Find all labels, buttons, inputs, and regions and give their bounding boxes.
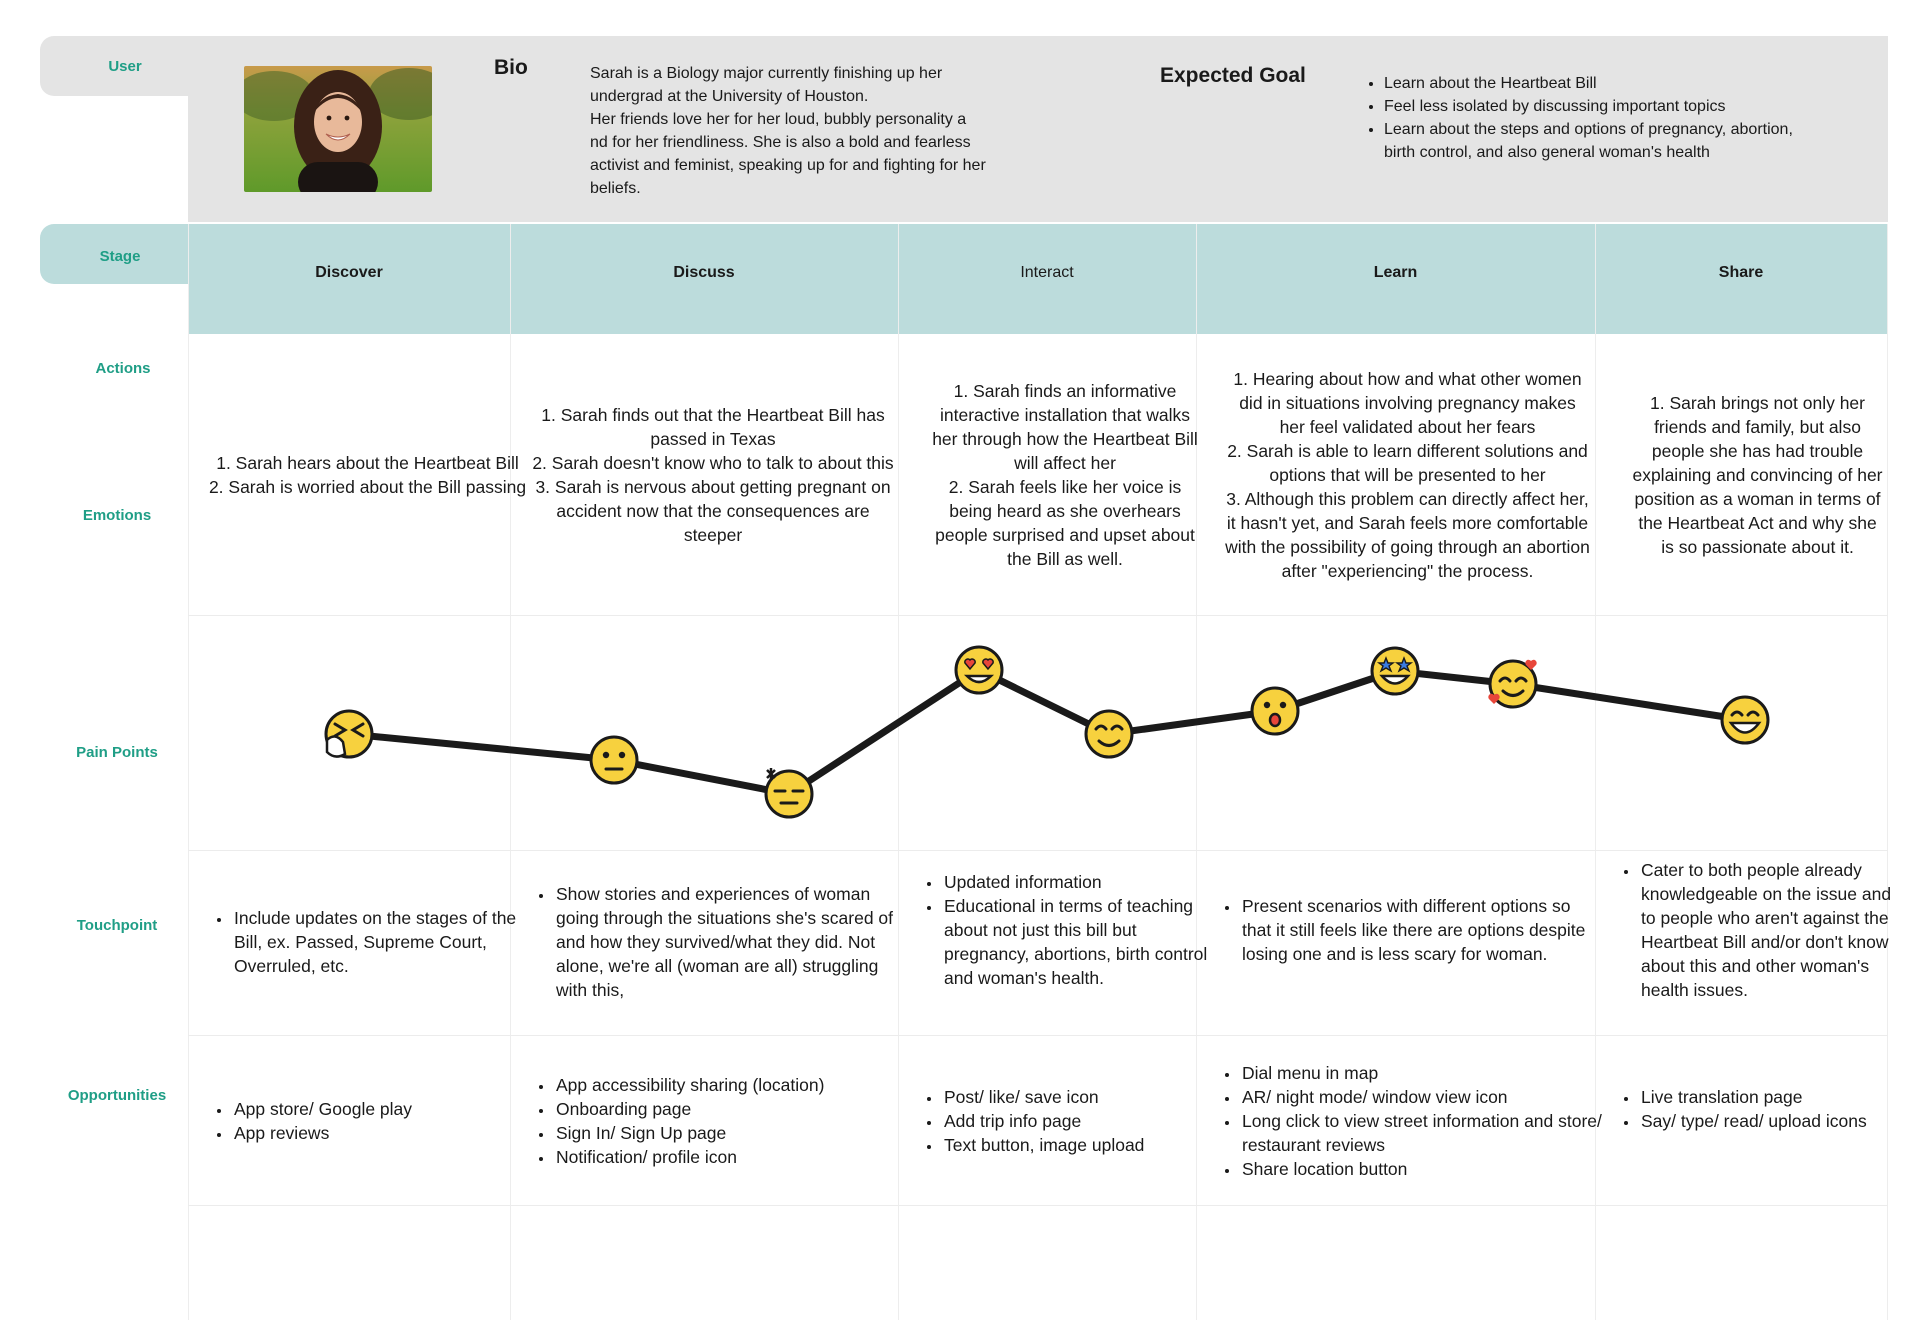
bio-text: Sarah is a Biology major currently finishing up her undergrad at the University of Houston. Her friends love her for her loud, bubbly personality a nd for her friendliness. She is also a bold and fearless activist and feminist, speaking up for and fighting for her beliefs. bbox=[590, 65, 986, 197]
row-divider bbox=[188, 1205, 1888, 1206]
touchpoint-list-discuss bbox=[532, 882, 914, 1002]
opportunity-item: • Sign In/ Sign Up page bbox=[554, 1121, 914, 1145]
stage-header-discover: Discover bbox=[315, 264, 383, 281]
goal-item: • Learn about the Heartbeat Bill bbox=[1384, 72, 1804, 95]
goal-item: • Learn about the steps and options of pregnancy, abortion, birth control, and also general woman's health bbox=[1384, 118, 1804, 164]
smiling-woman-photo bbox=[244, 66, 432, 192]
actions-cell-share bbox=[1630, 336, 1885, 614]
stage-header-share: Share bbox=[1718, 264, 1764, 281]
row-label-emotions: Emotions bbox=[82, 507, 152, 524]
expected-goal-list bbox=[1362, 72, 1804, 164]
actions-cell-discuss bbox=[528, 336, 898, 614]
stage-header-interact: Interact bbox=[1020, 264, 1074, 281]
opportunity-list-discuss bbox=[532, 1073, 914, 1169]
opportunity-item: • App reviews bbox=[232, 1121, 527, 1145]
opportunity-item: • Say/ type/ read/ upload icons bbox=[1639, 1109, 1907, 1133]
action-item: 3. Although this problem can directly affect her, it hasn't yet, and Sarah feels more comfortable with the possibility of going through an abortion after "experiencing" the process. bbox=[1225, 489, 1590, 581]
touchpoint-list-discover bbox=[210, 906, 527, 978]
row-label-actions: Actions bbox=[95, 360, 151, 377]
opportunity-item: • Share location button bbox=[1240, 1157, 1610, 1181]
opportunity-item: • Onboarding page bbox=[554, 1097, 914, 1121]
heart-eyes-face-icon bbox=[956, 647, 1002, 693]
opportunity-item: • Post/ like/ save icon bbox=[942, 1085, 1214, 1109]
opportunity-item: • App accessibility sharing (location) bbox=[554, 1073, 914, 1097]
touchpoint-list-share bbox=[1617, 858, 1907, 1002]
action-item: 2. Sarah is worried about the Bill passing bbox=[208, 477, 527, 497]
stage-header-discuss: Discuss bbox=[673, 264, 735, 281]
smiling-face-with-hearts-icon bbox=[1488, 660, 1536, 707]
surprised-face-icon bbox=[1252, 688, 1298, 734]
frustrated-face-icon bbox=[766, 768, 812, 817]
action-item: 1. Hearing about how and what other women did in situations involving pregnancy makes her feel validated about her fears bbox=[1233, 369, 1582, 437]
opportunity-list-share bbox=[1617, 1085, 1907, 1133]
opportunity-item: • Long click to view street information and store/ restaurant reviews bbox=[1240, 1109, 1610, 1157]
emotion-curve-chart bbox=[188, 616, 1888, 850]
stage-header-learn: Learn bbox=[1373, 264, 1418, 281]
row-label-user: User bbox=[108, 58, 142, 75]
row-label-pain-points: Pain Points bbox=[76, 744, 158, 761]
opportunity-item: • Text button, image upload bbox=[942, 1133, 1214, 1157]
goal-item: • Feel less isolated by discussing important topics bbox=[1384, 95, 1804, 118]
touchpoint-item: • Cater to both people already knowledgeable on the issue and to people who aren't against the Heartbeat Bill and/or don't know about this and other woman's health issues. bbox=[1639, 858, 1907, 1002]
row-divider bbox=[188, 850, 1888, 851]
touchpoint-item: • Updated information bbox=[942, 870, 1214, 894]
actions-cell-discover bbox=[200, 336, 535, 614]
bio-title: Bio bbox=[494, 56, 528, 79]
opportunity-item: • Dial menu in map bbox=[1240, 1061, 1610, 1085]
touchpoint-item: • Include updates on the stages of the Bill, ex. Passed, Supreme Court, Overruled, etc. bbox=[232, 906, 527, 978]
actions-cell-interact bbox=[930, 336, 1200, 614]
opportunity-item: • AR/ night mode/ window view icon bbox=[1240, 1085, 1610, 1109]
row-label-opportunities: Opportunities bbox=[67, 1087, 167, 1104]
action-item: 3. Sarah is nervous about getting pregnant on accident now that the consequences are steeper bbox=[535, 477, 891, 545]
opportunity-item: • Notification/ profile icon bbox=[554, 1145, 914, 1169]
row-label-touchpoint: Touchpoint bbox=[76, 917, 158, 934]
touchpoint-list-interact bbox=[920, 870, 1214, 990]
action-item: 2. Sarah feels like her voice is being heard as she overhears people surprised and upset about the Bill as well. bbox=[935, 477, 1195, 569]
touchpoint-list-learn bbox=[1218, 894, 1602, 966]
actions-cell-learn bbox=[1225, 336, 1590, 614]
sneezing-face-icon bbox=[326, 711, 372, 757]
row-divider bbox=[188, 1035, 1888, 1036]
touchpoint-item: • Present scenarios with different options so that it still feels like there are options despite losing one and is less scary for woman. bbox=[1240, 894, 1602, 966]
action-item: 1. Sarah brings not only her friends and family, but also people she has had trouble explaining and convincing of her position as a woman in terms of the Heartbeat Act and why she is so passionate about it. bbox=[1632, 393, 1883, 557]
touchpoint-item: • Show stories and experiences of woman going through the situations she's scared of and how they survived/what they did. Not alone, we're all (woman are all) struggling with this, bbox=[554, 882, 914, 1002]
action-item: 1. Sarah hears about the Heartbeat Bill bbox=[216, 453, 519, 473]
action-item: 1. Sarah finds out that the Heartbeat Bill has passed in Texas bbox=[541, 405, 885, 449]
opportunity-list-discover bbox=[210, 1097, 527, 1145]
smiling-face-icon bbox=[1086, 711, 1132, 757]
action-item: 2. Sarah doesn't know who to talk to about this bbox=[532, 453, 894, 473]
expected-goal-title: Expected Goal bbox=[1160, 64, 1306, 87]
opportunity-item: • Live translation page bbox=[1639, 1085, 1907, 1109]
opportunity-list-interact bbox=[920, 1085, 1214, 1157]
action-item: 1. Sarah finds an informative interactive installation that walks her through how the Heartbeat Bill will affect her bbox=[932, 381, 1198, 473]
opportunity-item: • App store/ Google play bbox=[232, 1097, 527, 1121]
opportunity-list-learn bbox=[1218, 1061, 1610, 1181]
action-item: 2. Sarah is able to learn different solutions and options that will be presented to her bbox=[1227, 441, 1588, 485]
neutral-face-icon bbox=[591, 737, 637, 783]
grinning-face-icon bbox=[1722, 697, 1768, 743]
star-struck-face-icon bbox=[1372, 648, 1418, 694]
opportunity-item: • Add trip info page bbox=[942, 1109, 1214, 1133]
touchpoint-item: • Educational in terms of teaching about not just this bill but pregnancy, abortions, birth control and woman's health. bbox=[942, 894, 1214, 990]
row-label-stage: Stage bbox=[99, 248, 141, 265]
